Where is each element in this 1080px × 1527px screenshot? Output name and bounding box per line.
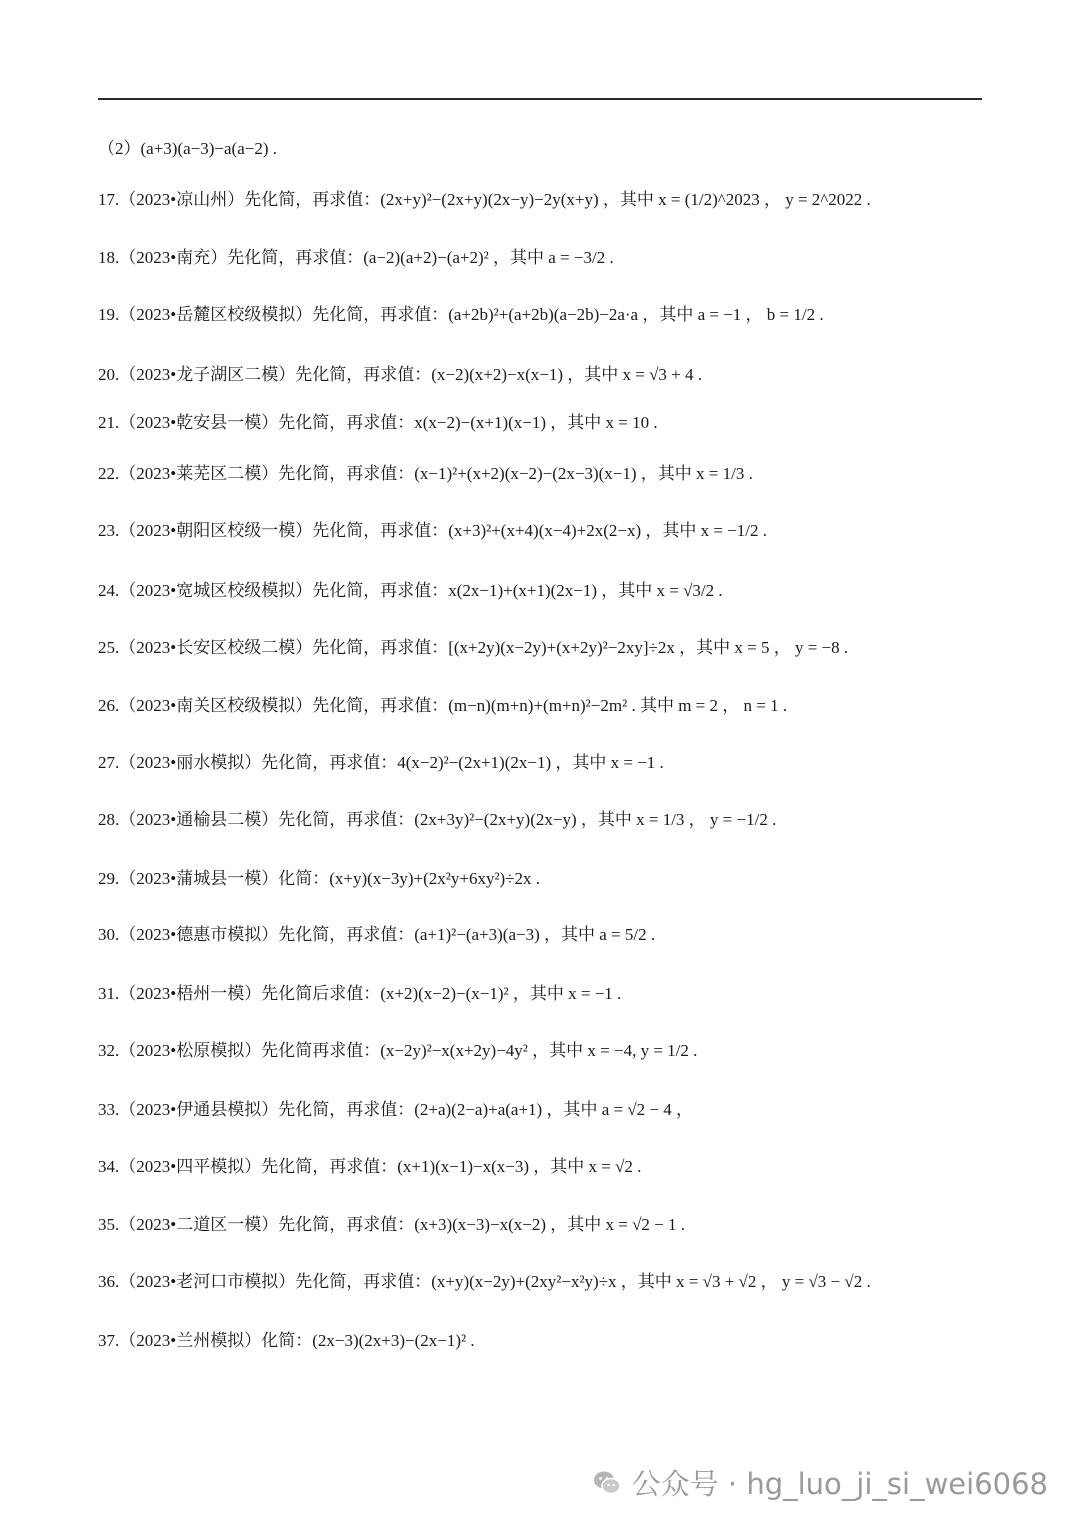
problem-20: 20.（2023•龙子湖区二模）先化简，再求值：(x−2)(x+2)−x(x−1) ，其中 x = √3 + 4 .: [98, 365, 703, 384]
watermark-text: 公众号 · hg_luo_ji_si_wei6068: [631, 1467, 1048, 1501]
problem-25: 25.（2023•长安区校级二模）先化简，再求值：[(x+2y)(x−2y)+(x+2y)²−2xy]÷2x ，其中 x = 5 ， y = −8 .: [98, 638, 849, 657]
problem-16-part-2: （2）(a+3)(a−3)−a(a−2) .: [98, 139, 277, 158]
problem-34: 34.（2023•四平模拟）先化简，再求值：(x+1)(x−1)−x(x−3) ，其中 x = √2 .: [98, 1157, 642, 1176]
problem-33: 33.（2023•伊通县模拟）先化简，再求值：(2+a)(2−a)+a(a+1) ，其中 a = √2 − 4 ，: [98, 1100, 693, 1119]
header-rule: [98, 98, 982, 100]
problem-22: 22.（2023•莱芜区二模）先化简，再求值：(x−1)²+(x+2)(x−2)−(2x−3)(x−1) ，其中 x = 1/3 .: [98, 464, 753, 483]
problem-30: 30.（2023•德惠市模拟）先化简，再求值：(a+1)²−(a+3)(a−3) ，其中 a = 5/2 .: [98, 925, 656, 944]
problem-36: 36.（2023•老河口市模拟）先化简，再求值：(x+y)(x−2y)+(2xy²−x²y)÷x ，其中 x = √3 + √2 ， y = √3 − √2 .: [98, 1272, 871, 1291]
problem-24: 24.（2023•宽城区校级模拟）先化简，再求值：x(2x−1)+(x+1)(2x−1) ，其中 x = √3/2 .: [98, 581, 723, 600]
problem-23: 23.（2023•朝阳区校级一模）先化简，再求值：(x+3)²+(x+4)(x−4)+2x(2−x) ，其中 x = −1/2 .: [98, 521, 768, 540]
watermark: [592, 1462, 1048, 1503]
problem-32: 32.（2023•松原模拟）先化简再求值：(x−2y)²−x(x+2y)−4y² ，其中 x = −4, y = 1/2 .: [98, 1041, 698, 1060]
problem-29: 29.（2023•蒲城县一模）化简：(x+y)(x−3y)+(2x²y+6xy²)÷2x .: [98, 869, 541, 888]
problem-26: 26.（2023•南关区校级模拟）先化简，再求值：(m−n)(m+n)+(m+n)²−2m² . 其中 m = 2 ， n = 1 .: [98, 696, 788, 715]
problem-18: 18.（2023•南充）先化简，再求值：(a−2)(a+2)−(a+2)² ，其中 a = −3/2 .: [98, 248, 614, 267]
problem-28: 28.（2023•通榆县二模）先化简，再求值：(2x+3y)²−(2x+y)(2x−y) ，其中 x = 1/3 ， y = −1/2 .: [98, 810, 777, 829]
problem-27: 27.（2023•丽水模拟）先化简，再求值：4(x−2)²−(2x+1)(2x−1) ，其中 x = −1 .: [98, 753, 664, 772]
problem-17: 17.（2023•凉山州）先化简，再求值：(2x+y)²−(2x+y)(2x−y)−2y(x+y) ，其中 x = (1/2)^2023 ， y = 2^2022 .: [98, 190, 871, 209]
problem-37: 37.（2023•兰州模拟）化简：(2x−3)(2x+3)−(2x−1)² .: [98, 1331, 475, 1350]
problem-19: 19.（2023•岳麓区校级模拟）先化简，再求值：(a+2b)²+(a+2b)(a−2b)−2a·a ，其中 a = −1 ， b = 1/2 .: [98, 305, 824, 324]
problem-35: 35.（2023•二道区一模）先化简，再求值：(x+3)(x−3)−x(x−2) ，其中 x = √2 − 1 .: [98, 1215, 686, 1234]
problem-31: 31.（2023•梧州一模）先化简后求值：(x+2)(x−2)−(x−1)² ，其中 x = −1 .: [98, 984, 622, 1003]
wechat-icon: [592, 1468, 622, 1498]
problem-21: 21.（2023•乾安县一模）先化简，再求值：x(x−2)−(x+1)(x−1) ，其中 x = 10 .: [98, 413, 658, 432]
